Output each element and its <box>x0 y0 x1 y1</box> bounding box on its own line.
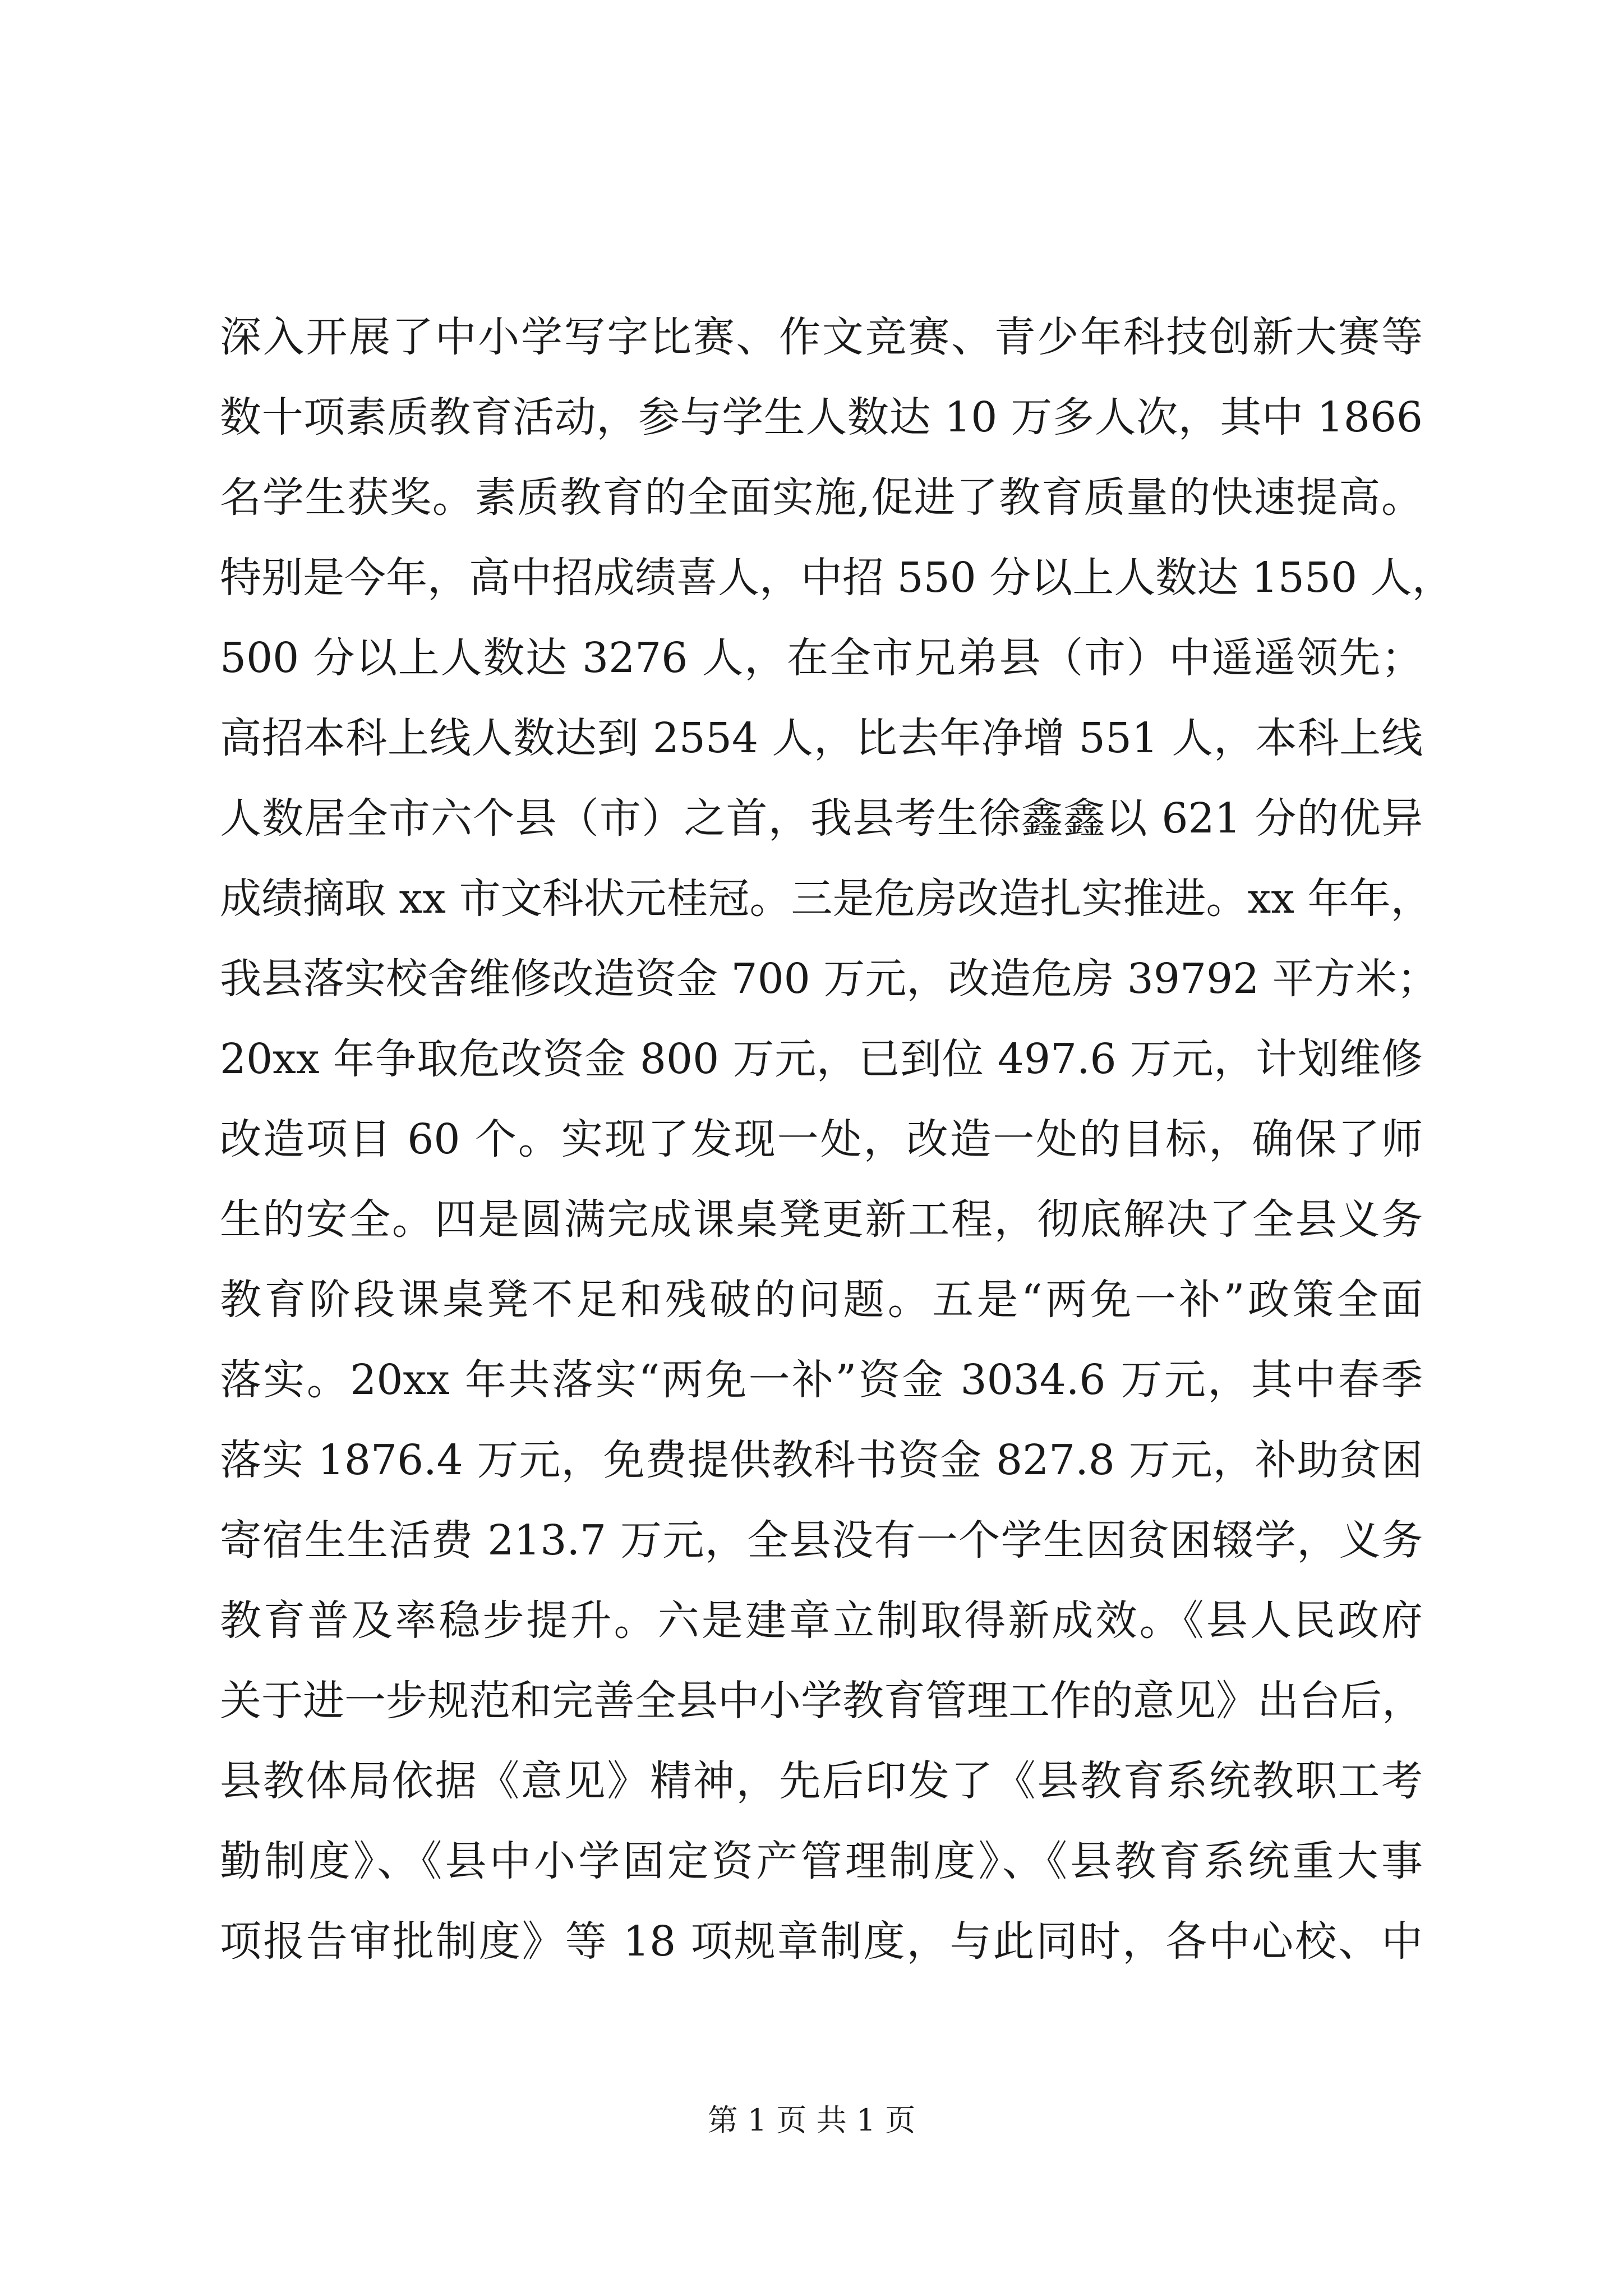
text-line: 教育阶段课桌凳不足和残破的问题。五是“两免一补”政策全面 <box>220 1276 1423 1324</box>
text-line: 人数居全市六个县（市）之首，我县考生徐鑫鑫以 621 分的优异 <box>220 794 1423 843</box>
text-line: 项报告审批制度》等 18 项规章制度，与此同时，各中心校、中 <box>220 1917 1423 1966</box>
text-line: 寄宿生生活费 213.7 万元，全县没有一个学生因贫困辍学，义务 <box>220 1516 1423 1565</box>
text-line: 生的安全。四是圆满完成课桌凳更新工程，彻底解决了全县义务 <box>220 1195 1423 1244</box>
text-line: 教育普及率稳步提升。六是建章立制取得新成效。《县人民政府 <box>220 1596 1423 1645</box>
text-line: 数十项素质教育活动，参与学生人数达 10 万多人次，其中 1866 <box>220 393 1423 441</box>
document-body <box>220 297 1454 1982</box>
page-footer: 第 1 页 共 1 页 <box>707 2102 916 2138</box>
text-line: 深入开展了中小学写字比赛、作文竞赛、青少年科技创新大赛等 <box>220 313 1423 361</box>
text-line: 高招本科上线人数达到 2554 人，比去年净增 551 人，本科上线 <box>220 714 1423 762</box>
text-line: 20xx 年争取危改资金 800 万元，已到位 497.6 万元，计划维修 <box>220 1035 1423 1083</box>
text-line: 改造项目 60 个。实现了发现一处，改造一处的目标，确保了师 <box>220 1115 1423 1163</box>
text-line: 我县落实校舍维修改造资金 700 万元，改造危房 39792 平方米； <box>220 955 1438 1003</box>
text-line: 关于进一步规范和完善全县中小学教育管理工作的意见》出台后， <box>220 1677 1423 1725</box>
text-line: 特别是今年，高中招成绩喜人，中招 550 分以上人数达 1550 人， <box>220 554 1454 602</box>
text-line: 县教体局依据《意见》精神，先后印发了《县教育系统教职工考 <box>220 1757 1423 1805</box>
text-line: 勤制度》、《县中小学固定资产管理制度》、《县教育系统重大事 <box>220 1837 1423 1885</box>
text-line: 落实。20xx 年共落实“两免一补”资金 3034.6 万元，其中春季 <box>220 1356 1423 1404</box>
text-line: 落实 1876.4 万元，免费提供教科书资金 827.8 万元，补助贫困 <box>220 1436 1423 1484</box>
text-line: 500 分以上人数达 3276 人，在全市兄弟县（市）中遥遥领先； <box>220 634 1423 682</box>
text-line: 成绩摘取 xx 市文科状元桂冠。三是危房改造扎实推进。xx 年年， <box>220 875 1432 923</box>
text-line: 名学生获奖。素质教育的全面实施,促进了教育质量的快速提高。 <box>220 473 1423 522</box>
